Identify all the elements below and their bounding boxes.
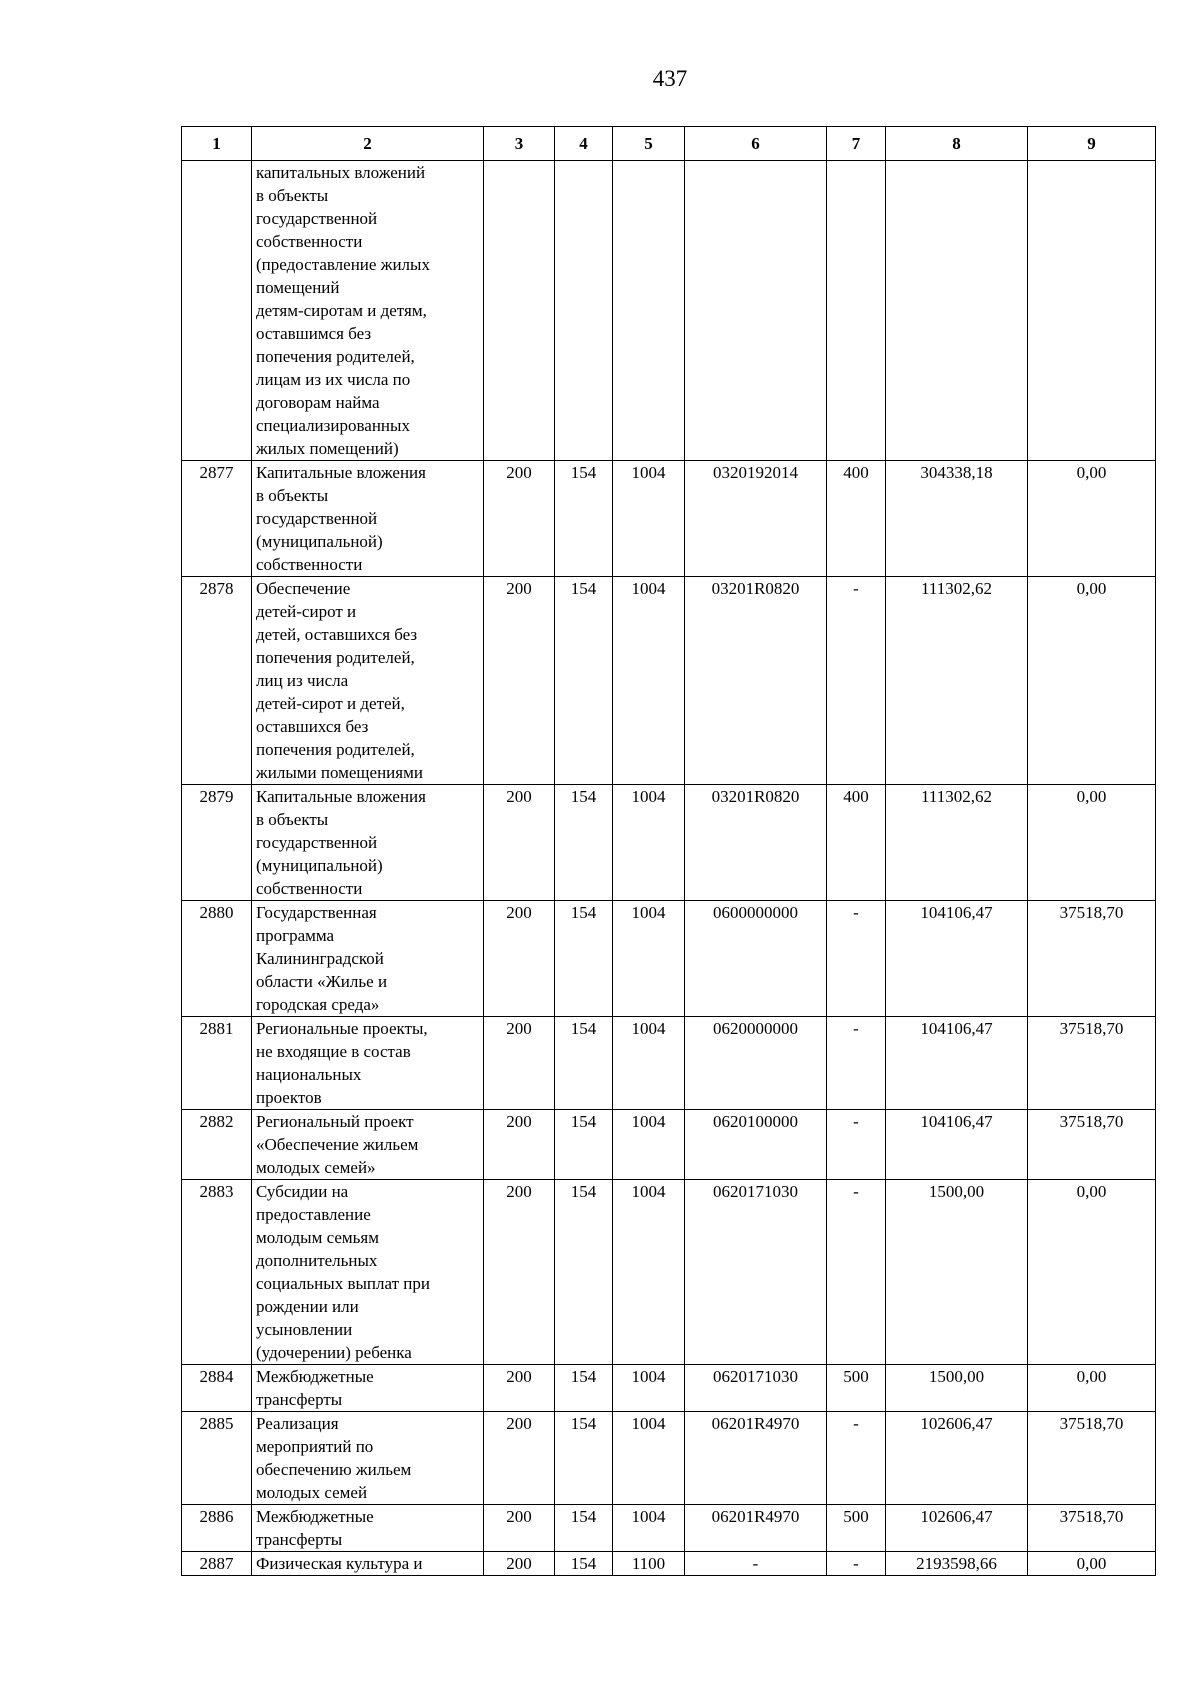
- cell-col6: 0600000000: [685, 901, 827, 1017]
- cell-col9: 0,00: [1028, 1552, 1156, 1576]
- cell-col6: [685, 161, 827, 461]
- cell-col9: 37518,70: [1028, 1110, 1156, 1180]
- table-row: [182, 1110, 1156, 1180]
- cell-col5: 1004: [613, 1412, 685, 1505]
- cell-col5: 1004: [613, 1180, 685, 1365]
- table-row: [182, 161, 1156, 461]
- cell-col5: 1004: [613, 1365, 685, 1412]
- cell-col8: 304338,18: [886, 461, 1028, 577]
- cell-col3: 200: [484, 461, 555, 577]
- table-row: [182, 1365, 1156, 1412]
- column-header: 4: [555, 127, 613, 161]
- column-header: 7: [827, 127, 886, 161]
- cell-col4: 154: [555, 1180, 613, 1365]
- cell-col9: 37518,70: [1028, 1017, 1156, 1110]
- cell-col4: 154: [555, 785, 613, 901]
- row-number: 2877: [182, 461, 252, 577]
- column-header: 1: [182, 127, 252, 161]
- row-number: 2881: [182, 1017, 252, 1110]
- row-number: 2880: [182, 901, 252, 1017]
- cell-col5: 1004: [613, 1110, 685, 1180]
- cell-col9: [1028, 161, 1156, 461]
- table-row: [182, 901, 1156, 1017]
- cell-col3: 200: [484, 1180, 555, 1365]
- cell-col9: 0,00: [1028, 577, 1156, 785]
- row-name: Субсидии на предоставление молодым семьям дополнительных социальных выплат при рождении или усыновлении (удочерении) ребенка: [252, 1180, 484, 1365]
- budget-table: [181, 126, 1156, 1576]
- row-number: 2878: [182, 577, 252, 785]
- cell-col8: 1500,00: [886, 1180, 1028, 1365]
- cell-col4: 154: [555, 1505, 613, 1552]
- cell-col7: 500: [827, 1505, 886, 1552]
- column-header: 3: [484, 127, 555, 161]
- cell-col8: 111302,62: [886, 577, 1028, 785]
- table-row: [182, 577, 1156, 785]
- table-row: [182, 1552, 1156, 1576]
- cell-col3: 200: [484, 1552, 555, 1576]
- row-name: Государственная программа Калининградской области «Жилье и городская среда»: [252, 901, 484, 1017]
- row-name: Межбюджетные трансферты: [252, 1365, 484, 1412]
- cell-col7: -: [827, 1110, 886, 1180]
- cell-col7: 400: [827, 785, 886, 901]
- cell-col6: 03201R0820: [685, 785, 827, 901]
- row-name: капитальных вложений в объекты государственной собственности (предоставление жилых помещений детям-сиротам и детям, оставшимся без попечения родителей, лицам из их числа по договорам найма специализированных жилых помещений): [252, 161, 484, 461]
- cell-col4: 154: [555, 1110, 613, 1180]
- cell-col7: -: [827, 901, 886, 1017]
- cell-col3: 200: [484, 1017, 555, 1110]
- cell-col6: 06201R4970: [685, 1412, 827, 1505]
- cell-col6: 0620100000: [685, 1110, 827, 1180]
- cell-col5: 1004: [613, 1505, 685, 1552]
- column-header: 2: [252, 127, 484, 161]
- column-header: 5: [613, 127, 685, 161]
- table-row: [182, 785, 1156, 901]
- cell-col3: 200: [484, 1505, 555, 1552]
- cell-col4: 154: [555, 1365, 613, 1412]
- page-number: 437: [652, 66, 688, 91]
- cell-col8: 1500,00: [886, 1365, 1028, 1412]
- row-number: 2886: [182, 1505, 252, 1552]
- cell-col9: 0,00: [1028, 1365, 1156, 1412]
- cell-col5: 1004: [613, 785, 685, 901]
- cell-col3: 200: [484, 1365, 555, 1412]
- cell-col8: 104106,47: [886, 901, 1028, 1017]
- cell-col5: 1004: [613, 1017, 685, 1110]
- cell-col9: 0,00: [1028, 1180, 1156, 1365]
- cell-col6: 0620171030: [685, 1365, 827, 1412]
- cell-col3: 200: [484, 901, 555, 1017]
- cell-col6: 0620171030: [685, 1180, 827, 1365]
- cell-col7: -: [827, 577, 886, 785]
- cell-col5: 1004: [613, 901, 685, 1017]
- column-header: 8: [886, 127, 1028, 161]
- cell-col6: 03201R0820: [685, 577, 827, 785]
- cell-col7: -: [827, 1552, 886, 1576]
- cell-col6: -: [685, 1552, 827, 1576]
- row-number: 2887: [182, 1552, 252, 1576]
- table-header-row: [182, 127, 1156, 161]
- cell-col9: 37518,70: [1028, 1505, 1156, 1552]
- table-row: [182, 1412, 1156, 1505]
- row-name: Региональный проект «Обеспечение жильем молодых семей»: [252, 1110, 484, 1180]
- cell-col7: [827, 161, 886, 461]
- cell-col3: 200: [484, 1110, 555, 1180]
- row-name: Региональные проекты, не входящие в состав национальных проектов: [252, 1017, 484, 1110]
- cell-col8: 104106,47: [886, 1110, 1028, 1180]
- cell-col8: 111302,62: [886, 785, 1028, 901]
- cell-col9: 37518,70: [1028, 1412, 1156, 1505]
- cell-col4: 154: [555, 1017, 613, 1110]
- column-header: 9: [1028, 127, 1156, 161]
- cell-col8: 102606,47: [886, 1505, 1028, 1552]
- row-name: Обеспечение детей-сирот и детей, оставшихся без попечения родителей, лиц из числа детей-сирот и детей, оставшихся без попечения родителей, жилыми помещениями: [252, 577, 484, 785]
- cell-col6: 0320192014: [685, 461, 827, 577]
- cell-col8: 102606,47: [886, 1412, 1028, 1505]
- cell-col7: -: [827, 1017, 886, 1110]
- row-name: Межбюджетные трансферты: [252, 1505, 484, 1552]
- row-number: [182, 161, 252, 461]
- cell-col4: 154: [555, 461, 613, 577]
- row-name: Капитальные вложения в объекты государственной (муниципальной) собственности: [252, 785, 484, 901]
- cell-col3: 200: [484, 1412, 555, 1505]
- table-row: [182, 461, 1156, 577]
- cell-col6: 06201R4970: [685, 1505, 827, 1552]
- row-number: 2879: [182, 785, 252, 901]
- cell-col7: 500: [827, 1365, 886, 1412]
- cell-col5: 1004: [613, 461, 685, 577]
- row-number: 2885: [182, 1412, 252, 1505]
- cell-col8: [886, 161, 1028, 461]
- table-row: [182, 1017, 1156, 1110]
- row-number: 2883: [182, 1180, 252, 1365]
- table-row: [182, 1180, 1156, 1365]
- cell-col5: [613, 161, 685, 461]
- row-name: Реализация мероприятий по обеспечению жильем молодых семей: [252, 1412, 484, 1505]
- cell-col9: 0,00: [1028, 461, 1156, 577]
- row-name: Физическая культура и: [252, 1552, 484, 1576]
- cell-col9: 37518,70: [1028, 901, 1156, 1017]
- cell-col7: -: [827, 1180, 886, 1365]
- column-header: 6: [685, 127, 827, 161]
- cell-col8: 2193598,66: [886, 1552, 1028, 1576]
- cell-col9: 0,00: [1028, 785, 1156, 901]
- row-number: 2882: [182, 1110, 252, 1180]
- cell-col3: [484, 161, 555, 461]
- cell-col6: 0620000000: [685, 1017, 827, 1110]
- cell-col7: 400: [827, 461, 886, 577]
- cell-col5: 1004: [613, 577, 685, 785]
- cell-col7: -: [827, 1412, 886, 1505]
- cell-col4: [555, 161, 613, 461]
- row-number: 2884: [182, 1365, 252, 1412]
- cell-col4: 154: [555, 1552, 613, 1576]
- cell-col3: 200: [484, 785, 555, 901]
- table-row: [182, 1505, 1156, 1552]
- cell-col8: 104106,47: [886, 1017, 1028, 1110]
- cell-col3: 200: [484, 577, 555, 785]
- table-body: [182, 161, 1156, 1576]
- cell-col4: 154: [555, 901, 613, 1017]
- row-name: Капитальные вложения в объекты государственной (муниципальной) собственности: [252, 461, 484, 577]
- cell-col4: 154: [555, 1412, 613, 1505]
- cell-col5: 1100: [613, 1552, 685, 1576]
- cell-col4: 154: [555, 577, 613, 785]
